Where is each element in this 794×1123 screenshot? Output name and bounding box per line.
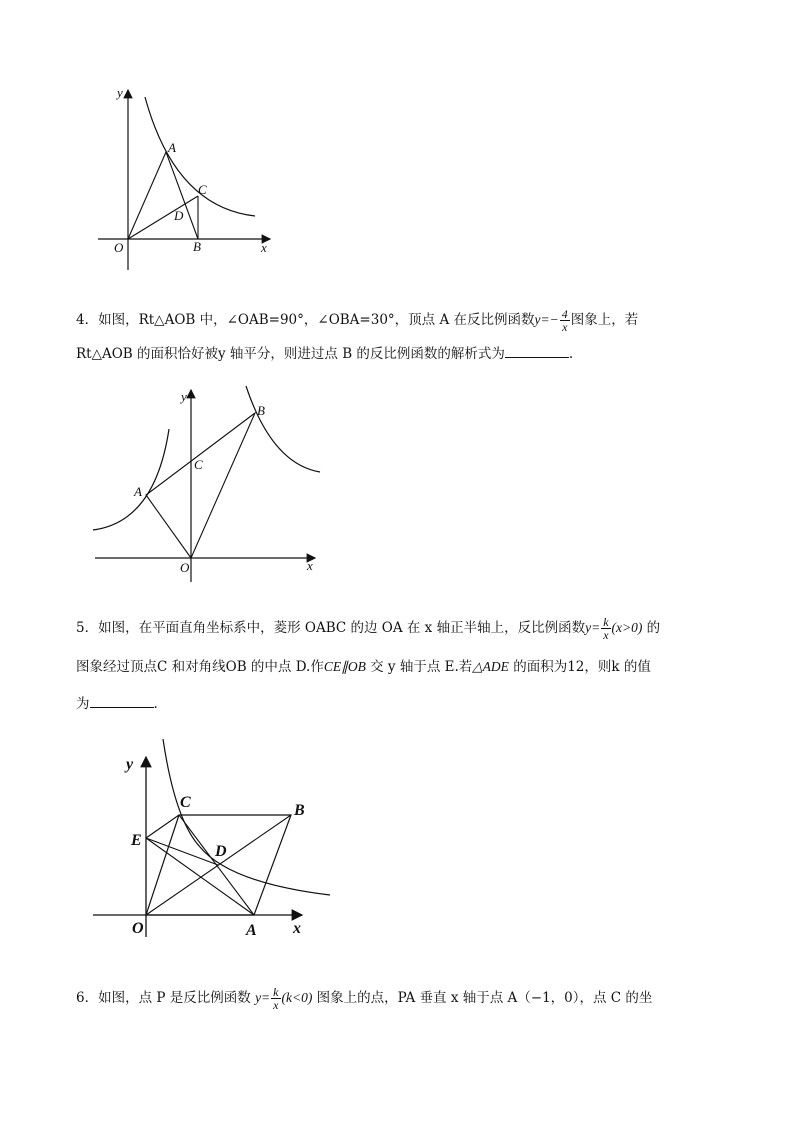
q5-text-1b: 的	[646, 620, 661, 636]
figure-3-svg	[90, 735, 335, 940]
label-c: C	[198, 182, 207, 197]
q5-fraction	[601, 616, 610, 641]
hyperbola-right	[246, 386, 320, 472]
triangle-oab	[128, 152, 198, 239]
q6-fraction	[271, 986, 280, 1011]
label-o: O	[180, 560, 190, 575]
q6-frac-num: k	[273, 985, 279, 999]
hyperbola-left	[93, 429, 169, 530]
label-b: B	[294, 802, 305, 819]
label-d: D	[215, 843, 227, 860]
q5-func-cond: (x>0)	[611, 620, 643, 635]
q5-line-2	[76, 658, 651, 676]
segment-ed	[146, 838, 218, 865]
q4-func-y: y=−	[534, 312, 559, 327]
diagonal-ob	[146, 815, 291, 915]
label-x: x	[261, 240, 267, 255]
label-x: x	[293, 920, 301, 937]
q6-text-1b: 图象上的点，PA 垂直 x 轴于点 A（−1，0），点 C 的坐	[316, 990, 653, 1006]
label-b: B	[193, 239, 201, 254]
label-y: y	[117, 85, 123, 100]
hyperbola	[145, 97, 255, 216]
q5-text-3a: 为	[76, 696, 90, 712]
q4-frac-den: x	[562, 320, 568, 334]
label-a: A	[246, 922, 257, 939]
label-b: B	[257, 403, 265, 418]
q5-answer-blank[interactable]	[90, 695, 154, 708]
figure-1-svg	[90, 82, 280, 272]
q5-line-1	[76, 616, 660, 641]
q6-number: 6．	[76, 990, 99, 1006]
segment-ce	[146, 815, 179, 838]
q5-text-2b: 交 y 轴于点 E.若	[370, 659, 473, 675]
q6-text-1a: 如图，点 P 是反比例函数	[98, 990, 251, 1006]
q4-text-2a: Rt△AOB 的面积恰好被y 轴平分，则进过点 B 的反比例函数的解析式为	[76, 346, 505, 362]
q5-triangle: △ADE	[472, 659, 509, 674]
label-x: x	[307, 558, 313, 573]
label-o: O	[114, 240, 124, 255]
q5-text-2c: 的面积为12，则k 的值	[513, 659, 651, 675]
label-a: A	[168, 140, 176, 155]
triangle-aob	[146, 413, 255, 558]
q6-line-1	[76, 986, 652, 1011]
q5-text-2a: 图象经过顶点C 和对角线OB 的中点 D.作	[76, 659, 324, 675]
figure-1	[90, 82, 280, 272]
q4-frac-num: 4	[561, 307, 568, 321]
q5-line-3	[76, 695, 158, 713]
q4-line-1	[76, 308, 638, 333]
q4-line-2	[76, 345, 573, 363]
hyperbola	[163, 739, 330, 895]
q5-frac-den: x	[603, 628, 609, 642]
label-c: C	[180, 794, 191, 811]
label-e: E	[131, 832, 142, 849]
q6-func-cond: (k<0)	[281, 990, 313, 1005]
q4-text-1a: 如图，Rt△AOB 中，∠OAB=90°，∠OBA=30°，顶点 A 在反比例函数	[98, 312, 535, 328]
label-c: C	[194, 457, 203, 472]
q4-text-2-end: .	[568, 346, 574, 362]
q6-func-y: y=	[255, 990, 271, 1005]
q5-text-1a: 如图，在平面直角坐标系中，菱形 OABC 的边 OA 在 x 轴正半轴上，反比例函数	[98, 620, 586, 636]
q4-fraction	[560, 308, 570, 333]
q4-number: 4．	[76, 312, 99, 328]
segment-oc	[128, 196, 198, 239]
label-y: y	[126, 756, 134, 773]
q5-ce-parallel: CE∥OB	[323, 659, 366, 674]
label-o: O	[132, 920, 144, 937]
label-y: y	[181, 389, 187, 404]
figure-2	[90, 384, 325, 584]
label-d: D	[174, 208, 184, 223]
q5-number: 5．	[76, 620, 99, 636]
figure-3	[90, 735, 335, 940]
q6-frac-den: x	[273, 998, 279, 1012]
q5-func-y: y=	[585, 620, 601, 635]
q4-answer-blank[interactable]	[505, 345, 569, 358]
figure-2-svg	[90, 384, 325, 584]
q4-text-1b: 图象上，若	[570, 312, 639, 328]
label-a: A	[134, 484, 142, 499]
q5-frac-num: k	[603, 615, 609, 629]
q5-text-3-end: .	[153, 696, 158, 712]
